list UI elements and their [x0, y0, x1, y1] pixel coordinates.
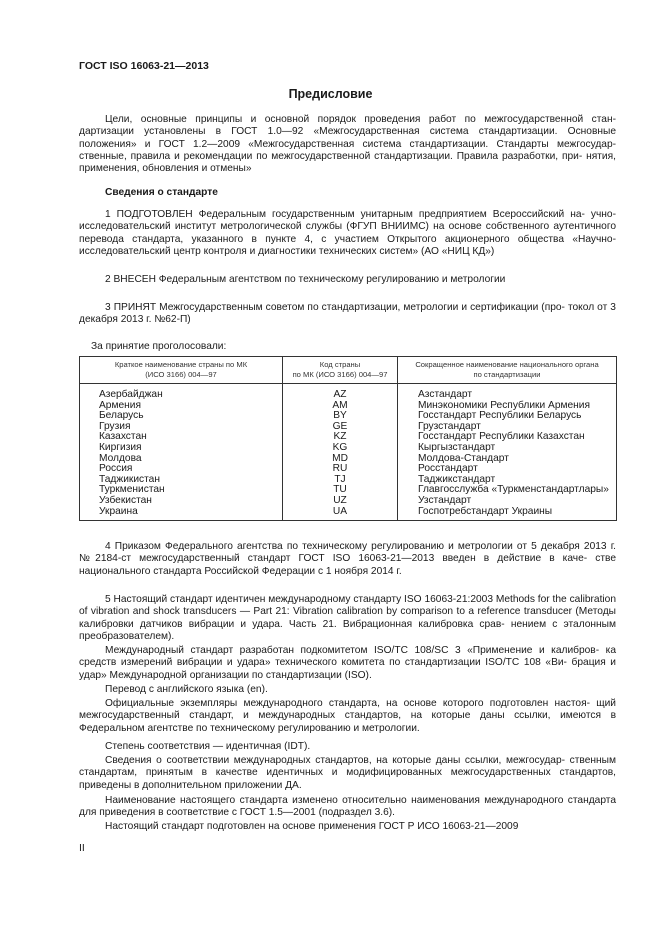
country-code: UZ	[333, 494, 347, 506]
standards-body: Госстандарт Республики Казахстан	[418, 431, 585, 443]
intro-paragraph	[79, 114, 616, 175]
country-name: Азербайджан	[99, 389, 163, 400]
header-body: Сокращенное наименование национального органа по стандартизации	[398, 357, 617, 384]
item-5-degree: Степень соответствия — идентичная (IDT).	[105, 741, 311, 752]
standards-body: Главгосслужба «Туркменстандартлары»	[418, 484, 609, 496]
country-code: KG	[332, 441, 348, 453]
country-name: Россия	[99, 463, 133, 475]
item-5-name-change: Наименование настоящего стандарта изменено относительно наименования международного стандарта для приведения в соответствие с ГОСТ 1.5—2001 (подраздел 3.6).	[79, 795, 616, 819]
item-6-prepared-basis: Настоящий стандарт подготовлен на основе применения ГОСТ Р ИСО 16063-21—2009	[105, 821, 519, 832]
country-code: AZ	[333, 389, 347, 400]
item-5-developed-by: Международный стандарт разработан подкомитетом ISO/TC 108/SC 3 «Применение и калибров- ка средств измерений вибрации и удара» технического комитета по стандартизации ISO/TC 108 «Ви- брация и удар» Международной организации по стандартизации (ISO).	[79, 645, 616, 681]
header-code: Код страны по МК (ИСО 3166) 004—97	[283, 357, 398, 384]
page-title: Предисловие	[288, 87, 373, 101]
standards-body: Узстандарт	[418, 494, 472, 506]
standards-body: Молдова-Стандарт	[418, 452, 509, 464]
document-header: ГОСТ ISO 16063-21—2013	[79, 60, 209, 72]
table-header-row	[80, 357, 617, 384]
code-column	[283, 384, 398, 521]
country-column	[80, 384, 283, 521]
standard-info-heading: Сведения о стандарте	[105, 187, 218, 198]
header-country: Краткое наименование страны по МК (ИСО 3166) 004—97	[80, 357, 283, 384]
body-column	[398, 384, 617, 521]
country-name: Казахстан	[99, 431, 147, 443]
country-name: Молдова	[99, 452, 142, 464]
item-4-order: 4 Приказом Федерального агентства по техническому регулированию и метрологии от 5 декабря 2013 г. №2184-ст межгосударственный стандарт ГОСТ ISO 16063-21—2013 введен в действие в каче- стве национального стандарта Российской Федерации с 1 ноября 2014 г.	[79, 541, 617, 577]
page-number: II	[79, 842, 85, 854]
country-code: TJ	[334, 473, 346, 485]
country-name: Беларусь	[99, 410, 144, 422]
item-3-adopted: 3 ПРИНЯТ Межгосударственным советом по стандартизации, метрологии и сертификации (про- токол от 3 декабря 2013 г. №62-П)	[79, 302, 616, 326]
standards-body: Грузстандарт	[418, 420, 481, 432]
country-name: Грузия	[99, 420, 131, 432]
standards-body: Госпотребстандарт Украины	[418, 505, 553, 517]
standards-body: Азстандарт	[418, 389, 473, 400]
country-name: Туркменистан	[99, 484, 165, 496]
country-code: KZ	[333, 431, 347, 443]
country-name: Узбекистан	[99, 494, 152, 506]
standards-body: Кыргызстандарт	[418, 441, 496, 453]
country-code: AM	[332, 399, 348, 411]
standards-body: Минэкономики Республики Армения	[418, 399, 590, 411]
item-5-identical: 5 Настоящий стандарт идентичен международному стандарту ISO 16063-21:2003 Methods for the calibration of vibration and shock transducers — Part 21: Vibration calibration by comparison to a reference transducer (Методы калибровки датчиков вибрации и удара. Часть 21. Вибрационная калибровка срав- нением с эталонным преобразователем).	[79, 594, 616, 642]
country-code: RU	[332, 463, 348, 475]
country-name: Киргизия	[99, 441, 142, 453]
country-code: UA	[332, 505, 348, 517]
item-2-introduced: 2 ВНЕСЕН Федеральным агентством по техническому регулированию и метрологии	[105, 274, 506, 285]
country-name: Армения	[99, 399, 141, 411]
country-code: MD	[332, 452, 348, 464]
voting-table	[79, 356, 617, 521]
country-name: Таджикистан	[99, 473, 160, 485]
intro-text: Цели, основные принципы и основной порядок проведения работ по межгосударственной стан- дартизации установлены в ГОСТ 1.0—92 «Межгосударственная система стандартизации. Основные положения» и ГОСТ 1.2—2009 «Межгосударственная система стандартизации. Стандарты межгосудар- ственные, правила и рекомендации по межгосударственной стандартизации. Правила разработки, при- нятия, применения, обновления и отмены»	[79, 114, 616, 175]
item-5-references: Сведения о соответствии международных стандартов, на которые даны ссылки, межгосудар- ственным стандартам, принятым в качестве идентичных и модифицированных межгосударственных стандартов, приведены в дополнительном приложении ДА.	[79, 755, 616, 791]
standards-body: Росстандарт	[418, 463, 478, 475]
table-body-row	[80, 384, 617, 521]
country-code: GE	[332, 420, 348, 432]
country-name: Украина	[99, 505, 138, 517]
country-code: TU	[333, 484, 347, 496]
item-1-prepared: 1 ПОДГОТОВЛЕН Федеральным государственным унитарным предприятием Всероссийский на- учно-исследовательский институт метрологической службы (ФГУП ВНИИМС) на основе собственного аутентичного перевода стандарта, указанного в пункте 4, с участием Открытого акционерного общества «Научно-исследовательский центр контроля и диагностики технических систем» (АО «НИЦ КД»)	[79, 209, 616, 257]
country-code: BY	[333, 410, 347, 422]
item-5-translation: Перевод с английского языка (en).	[105, 684, 268, 695]
standards-body: Таджикстандарт	[418, 473, 496, 485]
item-5-official-copies: Официальные экземпляры международного стандарта, на основе которого подготовлен настоя- щий межгосударственный стандарт, и международных стандартов, на которые даны ссылки, имеются в Федеральном агентстве по техническому регулированию и метрологии.	[79, 698, 616, 734]
voted-label: За принятие проголосовали:	[91, 341, 227, 352]
standards-body: Госстандарт Республики Беларусь	[418, 410, 582, 422]
